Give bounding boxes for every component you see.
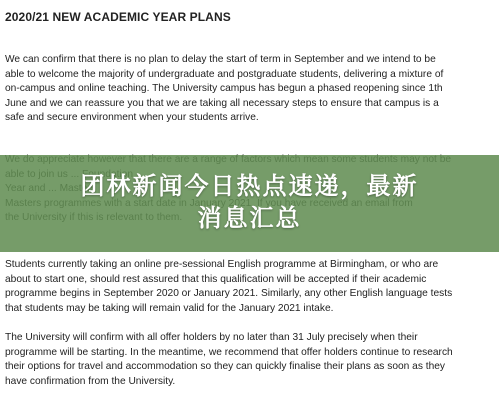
banner-title-line: 团林新闻今日热点速递，最新: [80, 172, 419, 200]
paragraph-line: June and we can reassure you that we are taking all necessary steps to ensure that campus is a: [5, 97, 439, 109]
paragraph-line: The University will confirm with all offer holders by no later than 31 July precisely when their: [5, 332, 418, 343]
paragraph-line: programme begins in September 2020 or January 2021. Similarly, any other English language tests: [5, 288, 453, 300]
paragraph-line: their options for travel and accommodation so they can quickly finalise their plans as soon as they: [5, 361, 445, 373]
paragraph-line: have confirmation from the University.: [5, 375, 176, 387]
document-heading: 2020/21 NEW ACADEMIC YEAR PLANS: [5, 10, 231, 24]
banner-title: [0, 170, 499, 234]
paragraph-english-programme: [5, 258, 493, 316]
paragraph-line: We can confirm that there is no plan to delay the start of term in September and we intend to be: [5, 54, 436, 65]
paragraph-line: safe and secure environment when your students arrive.: [5, 112, 259, 124]
paragraph-line: on-campus and online teaching. The University campus has begun a phased reopening since 1th: [5, 83, 443, 95]
paragraph-line: able to welcome the majority of undergraduate and postgraduate students, delivering a mixture of: [5, 68, 444, 80]
banner-title-line: 消息汇总: [197, 204, 302, 232]
paragraph-line: about to start one, should rest assured that this qualification will be accepted if their academic: [5, 273, 427, 285]
paragraph-line: Students currently taking an online pre-sessional English programme at Birmingham, or who are: [5, 259, 439, 270]
paragraph-line: that students may be taking will remain valid for the January 2021 intake.: [5, 302, 334, 314]
paragraph-line: programme will be starting. In the meantime, we recommend that offer holders continue to research: [5, 346, 453, 358]
paragraph-term-start: [5, 53, 493, 126]
paragraph-offer-holders: [5, 331, 493, 389]
